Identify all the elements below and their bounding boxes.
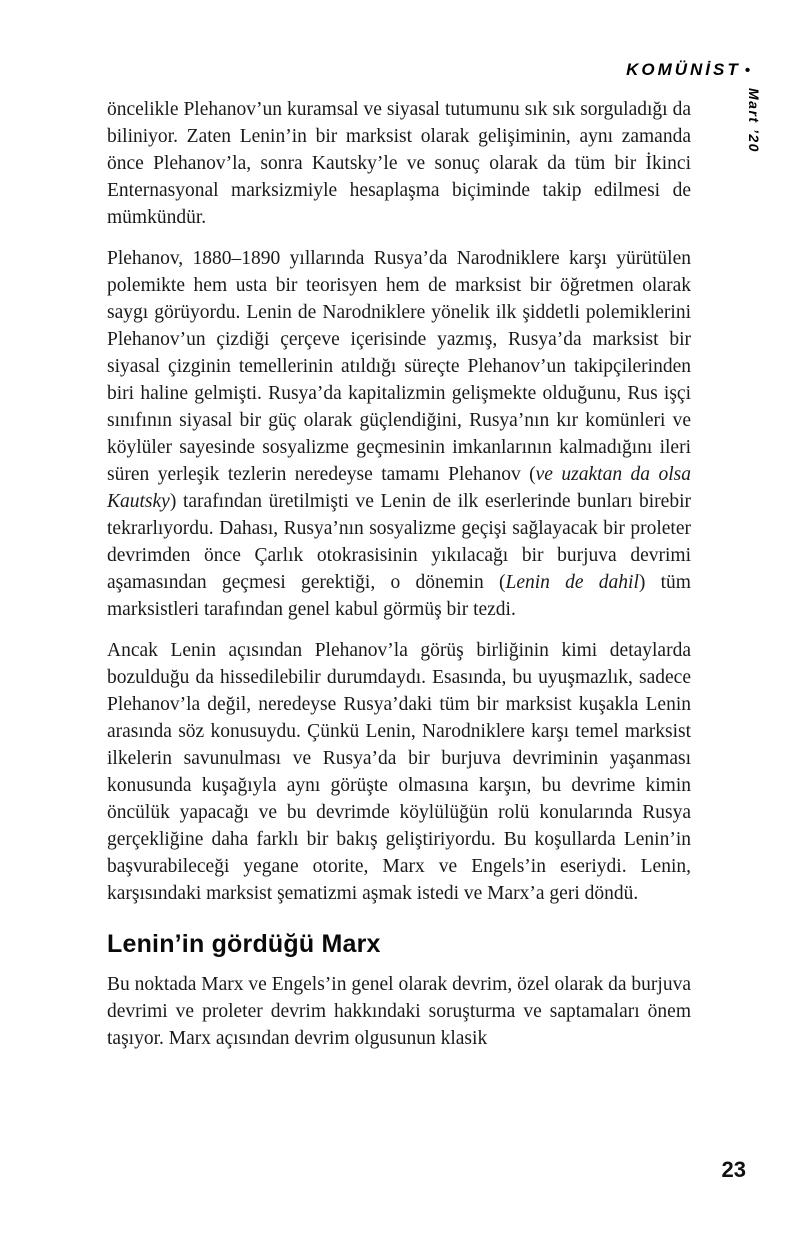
text-run: ) tarafından üretilmişti ve Lenin de ilk eserlerinde bunları birebir tekrarlıyordu. Dahası, Rusya’nın sosyalizme geçişi sağlayacak bir proleter devrimden önce Çarlık otokrasisinin yıkılacağı bir burjuva devrimi aşamasından geçmesi gerektiği, o dönemin ( <box>107 491 691 593</box>
bullet-icon: • <box>744 62 750 79</box>
text-run: ) tüm marksistleri tarafından genel kabul görmüş bir tezdi. <box>107 572 691 620</box>
paragraph <box>107 637 691 907</box>
page-header <box>626 60 750 80</box>
text-run: Plehanov, 1880–1890 yıllarında Rusya’da Narodniklere karşı yürütülen polemikte hem usta bir teorisyen hem de marksist bir öğretmen olarak saygı görüyordu. Lenin de Narodniklere yönelik ilk şiddetli polemiklerini Plehanov’un çizdiği çerçeve içerisinde yazmış, Rusya’da marksist bir siyasal çizginin temellerinin atıldığı süreçte Plehanov’un takipçilerinden biri haline gelmişti. Rusya’da kapitalizmin gelişmekte olduğunu, Rus işçi sınıfının siyasal bir güç olarak güçlendiğini, Rusya’nın kır komünleri ve köylüler sayesinde sosyalizme geçmesinin imkanlarının kalmadığını ileri süren yerleşik tezlerin neredeyse tamamı Plehanov ( <box>107 248 691 485</box>
paragraph <box>107 971 691 1052</box>
text-run: Ancak Lenin açısından Plehanov’la görüş birliğinin kimi detaylarda bozulduğu da hissedilebilir durumdaydı. Esasında, bu uyuşmazlık, sadece Plehanov’la değil, neredeyse Rusya’daki tüm bir marksist kuşakla Lenin arasında söz konusuydu. Çünkü Lenin, Narodniklere karşı temel marksist ilkelerin savunulması ve Rusya’da bir burjuva devriminin yaşanması konusunda kuşağıyla aynı görüşte olmasına karşın, bu devrime kimin öncülük yapacağı ve bu devrimde köylülüğün rolü konularında Rusya gerçekliğine daha farklı bir bakış geliştiriyordu. Bu koşullarda Lenin’in başvurabileceği yegane otorite, Marx ve Engels’in eseriydi. Lenin, karşısındaki marksist şematizmi aşmak istedi ve Marx’a geri döndü. <box>107 640 691 904</box>
italic-text-run: Lenin de dahil <box>505 572 639 593</box>
text-run: Bu noktada Marx ve Engels’in genel olarak devrim, özel olarak da burjuva devrimi ve proleter devrim hakkındaki soruşturma ve saptamaları önem taşıyor. Marx açısından devrim olgusunun klasik <box>107 974 691 1049</box>
article-body <box>107 96 691 1066</box>
issue-date: Mart ’20 <box>746 88 762 153</box>
paragraph <box>107 245 691 623</box>
paragraph <box>107 96 691 231</box>
section-heading: Lenin’in gördüğü Marx <box>107 930 381 958</box>
magazine-title: KOMÜNİST <box>626 60 741 79</box>
text-run: öncelikle Plehanov’un kuramsal ve siyasal tutumunu sık sık sorguladığı da biliniyor. Zaten Lenin’in bir marksist olarak gelişiminin, aynı zamanda önce Plehanov’la, sonra Kautsky’le ve sonuç olarak da tüm bir İkinci Enternasyonal marksizmiyle hesaplaşma biçiminde takip edilmesi de mümkündür. <box>107 99 691 228</box>
italic-text-run: ve uzaktan da olsa Kautsky <box>107 464 691 512</box>
page-number: 23 <box>721 1157 746 1182</box>
